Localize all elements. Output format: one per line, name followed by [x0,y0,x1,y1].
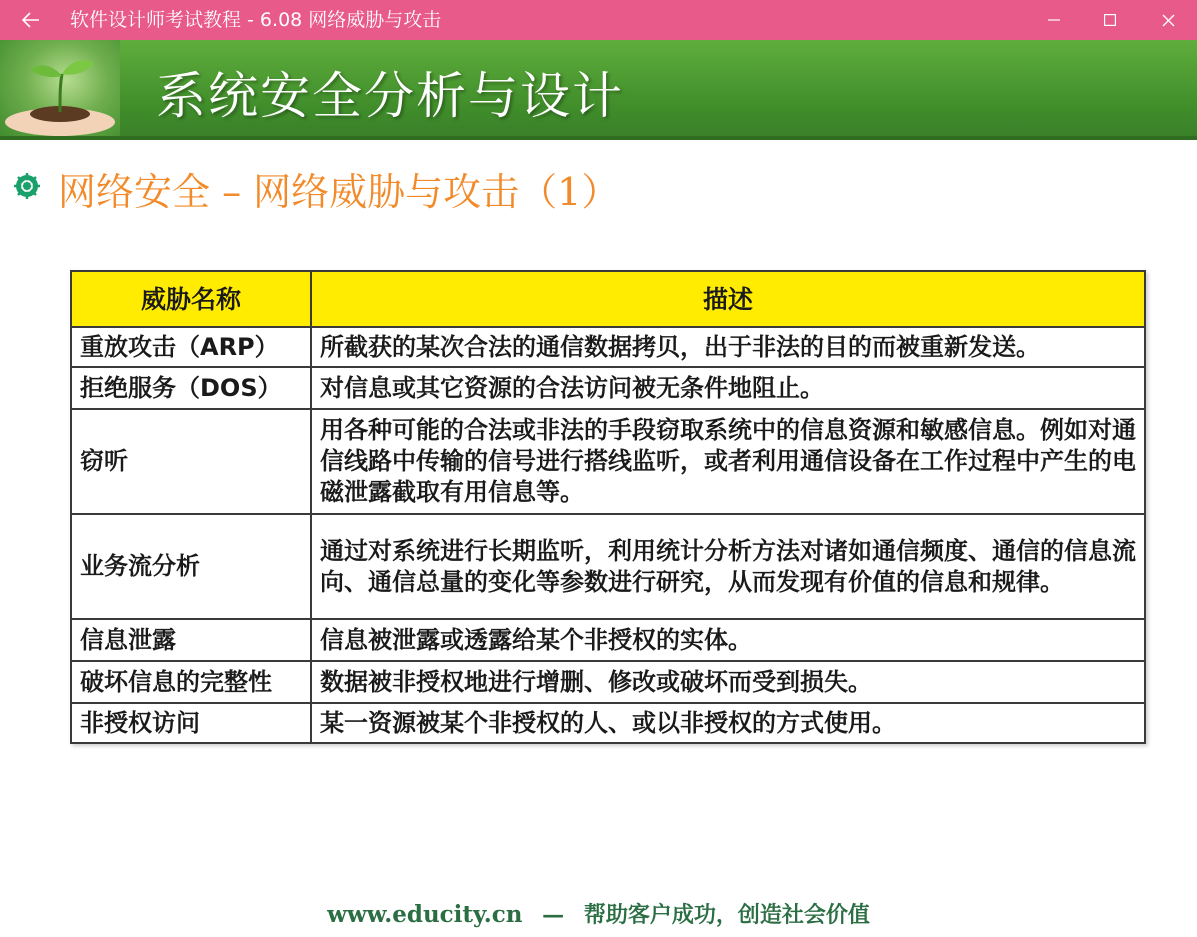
gear-bullet-icon [14,173,40,199]
minimize-button[interactable] [1026,0,1082,40]
back-button[interactable] [14,0,48,40]
threat-name-cell: 信息泄露 [71,619,311,661]
table-row [71,619,1145,661]
footer-url: www.educity.cn [327,901,523,928]
threat-table [70,270,1146,744]
window-title: 软件设计师考试教程 - 6.08 网络威胁与攻击 [70,9,442,31]
close-icon [1162,14,1175,27]
threat-description-cell: 用各种可能的合法或非法的手段窃取系统中的信息资源和敏感信息。例如对通信线路中传输的信号进行搭线监听，或者利用通信设备在工作过程中产生的电磁泄露截取有用信息等。 [311,409,1145,514]
table-row [71,661,1145,703]
banner-divider [0,136,1197,140]
table-row [71,703,1145,743]
slide-footer [0,898,1197,929]
table-row [71,367,1145,409]
minimize-icon [1048,14,1060,26]
threat-name-cell: 拒绝服务（DOS） [71,367,311,409]
column-header-threat-name: 威胁名称 [71,271,311,327]
maximize-icon [1104,14,1116,26]
maximize-button[interactable] [1082,0,1138,40]
threat-description-cell: 数据被非授权地进行增删、修改或破坏而受到损失。 [311,661,1145,703]
section-title: 网络安全 – 网络威胁与攻击（1） [58,170,620,214]
banner-image [0,40,120,140]
threat-name-cell: 业务流分析 [71,514,311,619]
threat-description-cell: 所截获的某次合法的通信数据拷贝，出于非法的目的而被重新发送。 [311,327,1145,367]
close-button[interactable] [1140,0,1196,40]
threat-name-cell: 窃听 [71,409,311,514]
column-header-description: 描述 [311,271,1145,327]
back-arrow-icon [22,12,40,28]
threat-name-cell: 破坏信息的完整性 [71,661,311,703]
footer-slogan: 帮助客户成功，创造社会价值 [583,902,870,928]
threat-name-cell: 重放攻击（ARP） [71,327,311,367]
threat-name-cell: 非授权访问 [71,703,311,743]
threat-description-cell: 通过对系统进行长期监听，利用统计分析方法对诸如通信频度、通信的信息流向、通信总量的变化等参数进行研究，从而发现有价值的信息和规律。 [311,514,1145,619]
table-row [71,514,1145,619]
seedling-hands-icon [0,40,120,140]
threat-description-cell: 信息被泄露或透露给某个非授权的实体。 [311,619,1145,661]
threat-description-cell: 某一资源被某个非授权的人、或以非授权的方式使用。 [311,703,1145,743]
slide-banner [0,40,1197,140]
footer-separator: — [542,902,565,928]
window-title-bar [0,0,1197,40]
threat-description-cell: 对信息或其它资源的合法访问被无条件地阻止。 [311,367,1145,409]
table-row [71,327,1145,367]
banner-title: 系统安全分析与设计 [156,67,624,125]
table-header-row [71,271,1145,327]
table-row [71,409,1145,514]
